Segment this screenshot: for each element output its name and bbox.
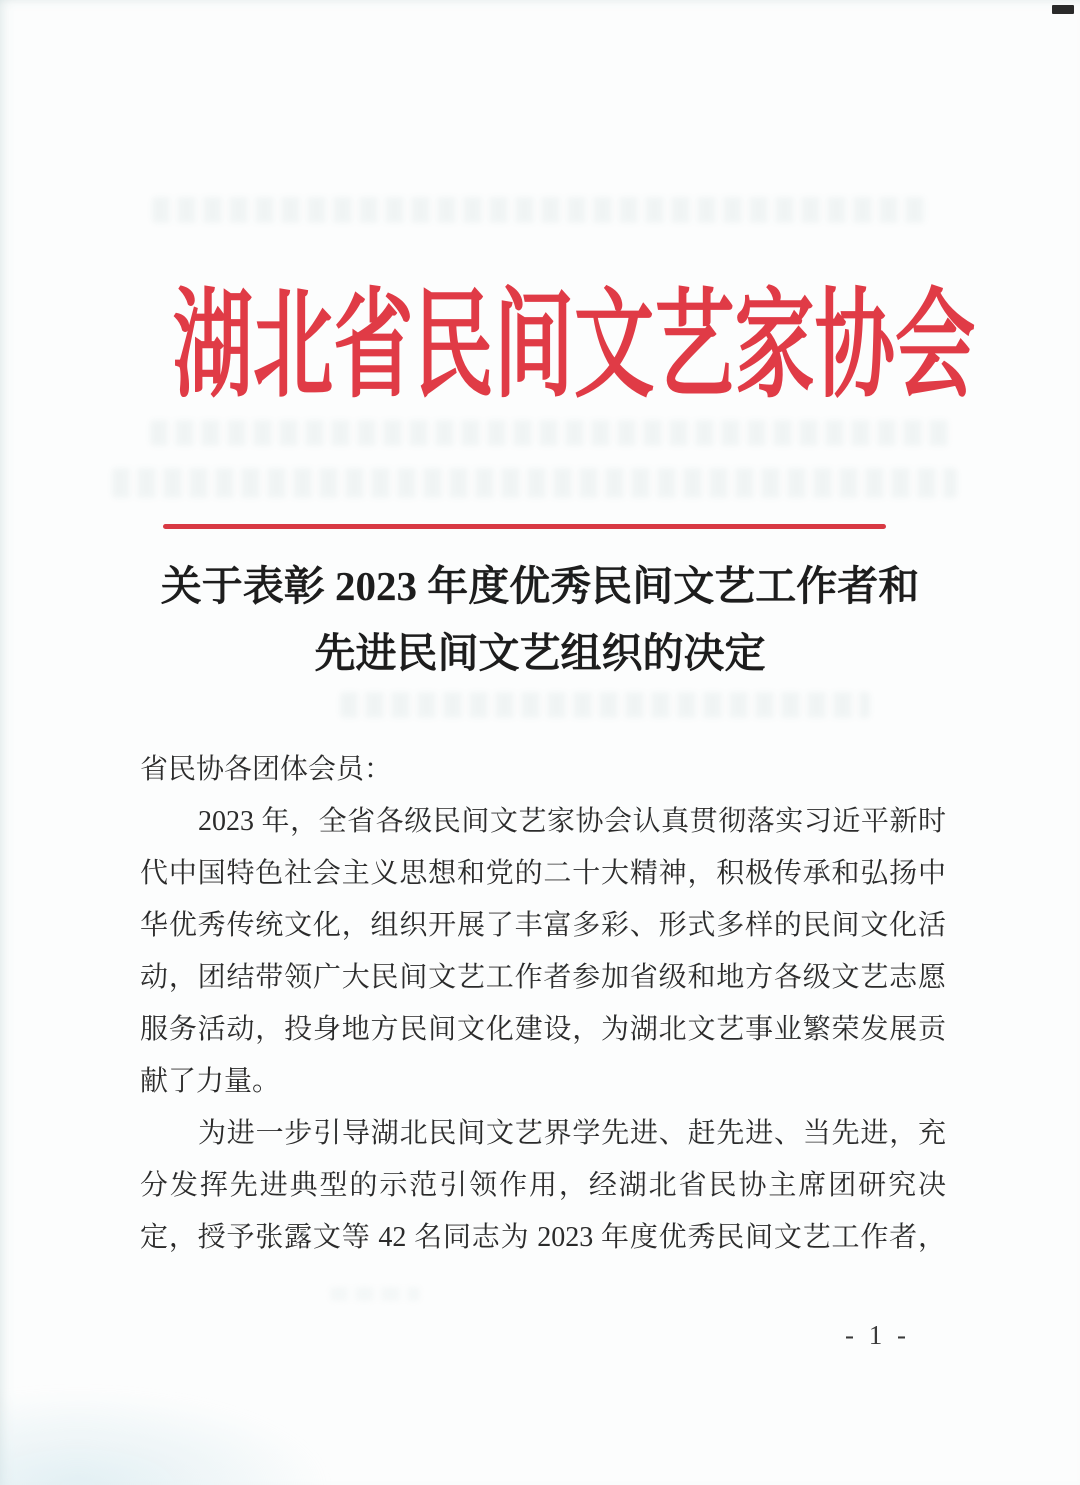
page-number: - 1 -: [845, 1320, 910, 1350]
bleedthrough-artifact: [150, 420, 950, 446]
letterhead-divider: [163, 524, 886, 529]
document-title: [0, 553, 1080, 687]
bleedthrough-artifact: [152, 197, 927, 223]
body-line: 代中国特色社会主义思想和党的二十大精神，积极传承和弘扬中: [140, 858, 946, 889]
document-title-line2: 先进民间文艺组织的决定: [314, 630, 766, 676]
body-text: [140, 744, 946, 1264]
body-line: 分发挥先进典型的示范引领作用，经湖北省民协主席团研究决: [140, 1170, 946, 1201]
body-line: 献了力量。: [140, 1066, 281, 1097]
letterhead-title: 湖北省民间文艺家协会: [172, 281, 976, 412]
body-line: 为进一步引导湖北民间文艺界学先进、赶先进、当先进，充: [198, 1118, 946, 1149]
bleedthrough-artifact: [112, 468, 957, 498]
body-line: 动，团结带领广大民间文艺工作者参加省级和地方各级文艺志愿: [140, 962, 946, 993]
document-title-line1: 关于表彰 2023 年度优秀民间文艺工作者和: [160, 563, 920, 609]
scan-artifact-mark: [1052, 5, 1074, 14]
bleedthrough-artifact: [340, 692, 870, 718]
body-line: 定，授予张露文等 42 名同志为 2023 年度优秀民间文艺工作者，: [140, 1222, 946, 1253]
body-line: 省民协各团体会员：: [140, 754, 393, 785]
body-line: 华优秀传统文化，组织开展了丰富多彩、形式多样的民间文化活: [140, 910, 946, 941]
body-line: 2023 年，全省各级民间文艺家协会认真贯彻落实习近平新时: [198, 806, 946, 837]
bleedthrough-artifact: [330, 1287, 420, 1301]
scan-smudge-artifact: [0, 1390, 330, 1485]
body-line: 服务活动，投身地方民间文化建设，为湖北文艺事业繁荣发展贡: [140, 1014, 946, 1045]
